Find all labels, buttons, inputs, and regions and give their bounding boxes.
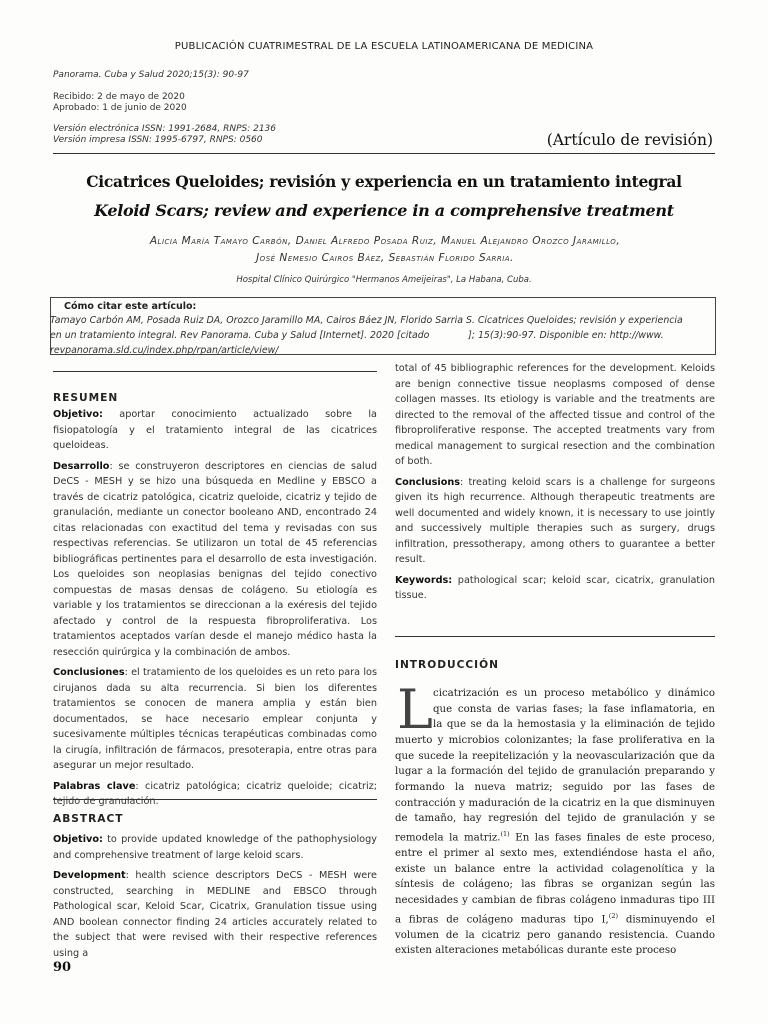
intro-divider (395, 636, 715, 637)
authors (40, 233, 730, 267)
abstract-objective: Objetivo: to provide updated knowledge of the pathophysiology and comprehensive treatment of large keloid scars. (53, 834, 377, 861)
resumen-conclusiones: Conclusiones: el tratamiento de los queloides es un reto para los cirujanos dada su alta recurrencia. Si bien los diferentes tratamientos se conocen de manera amplia y están bien documentados, se hace necesario emplear conjunta y sucesivamente múltiples técnicas terapéuticas combinadas como la cirugía, infiltración de fármacos, presoterapia, entre otras para asegurar un mejor resultado. (53, 667, 377, 771)
intro-lead-line-2: que consta de varias fases; la fase inflamatoria, en (433, 703, 715, 715)
resumen-objetivo: Objetivo: aportar conocimiento actualizado sobre la fisiopatología y el tratamiento integral de las cicatrices queloideas. (53, 409, 377, 451)
abstract-body (53, 832, 377, 966)
intro-lead-line-1: cicatrización es un proceso metabólico y dinámico (433, 688, 715, 699)
intro-lead (433, 686, 715, 733)
citation-text (50, 313, 718, 358)
reference-2: (2) (608, 911, 618, 920)
resumen-title: RESUMEN (53, 392, 119, 404)
intro-lead-line-3: la que se da la hemostasia y la eliminación de tejido (433, 719, 715, 731)
issn-print: Versión impresa ISSN: 1995-6797, RNPS: 0560 (53, 135, 263, 145)
article-type: (Artículo de revisión) (546, 131, 713, 149)
abstract-development: Development: health science descriptors DeCS - MESH were constructed, searching in MEDLINE and EBSCO through Pathological scar, Keloid Scar, Cicatrix, Granulation tissue using AND boolean connector finding 24 articles accurately related to the subject that were revised with their respective references using a (53, 870, 377, 959)
abstract-divider (53, 799, 377, 800)
title-spanish: Cicatrices Queloides; revisión y experiencia en un tratamiento integral (86, 172, 682, 191)
approved-date: Aprobado: 1 de junio de 2020 (53, 103, 187, 113)
citation-line-2: en un tratamiento integral. Rev Panorama. Cuba y Salud [Internet]. 2020 [citado ]; 15(3):90-97. Disponible en: http://www. (50, 330, 664, 341)
intro-body: muerto y microbios colonizantes; la fase proliferativa en la que sucede la reepitelización y la neovascularización que da lugar a la formación del tejido de granulación preparando y formando la nueva matriz; seguido por las fases de contracción y maduración de la cicatriz en la que disminuyen de tamaño, hay regresión del tejido de granulación y se remodela la matriz.$^{(1)}$ En las fases finales de este proceso, entre el primer al sexto mes, extendiéndose hasta el año, existe un balance entre la actividad colagenolítica y la síntesis de colágeno; las fibras se organizan según las necesidades y cambian de fibras colágeno inmaduras tipo III a fibras de colágeno maduras tipo I,$^{(2)}$ disminuyendo el volumen de la cicatriz pero ganando resistencia. Cuando existen alteraciones metabólicas durante este proceso (395, 735, 715, 957)
resumen-body (53, 407, 377, 815)
reference-1: (1) (500, 829, 510, 838)
abstract-title: ABSTRACT (53, 813, 124, 825)
citation-line-1: Tamayo Carbón AM, Posada Ruiz DA, Orozco Jaramillo MA, Cairos Báez JN, Florido Sarria S. Cicatrices Queloides; revisión y experiencia (50, 315, 683, 326)
header-divider (53, 153, 715, 154)
issn-electronic: Versión electrónica ISSN: 1991-2684, RNPS: 2136 (53, 124, 277, 134)
authors-line-1: Alicia María Tamayo Carbón, Daniel Alfredo Posada Ruiz, Manuel Alejandro Orozco Jaramillo, (149, 235, 621, 247)
abstract-conclusions: Conclusions: treating keloid scars is a challenge for surgeons given its high recurrence. Although therapeutic treatments are well documented and widely known, it is necessary to use jointly and successively multiple therapies such as surgery, drugs infiltration, pressotherapy, among others to guarantee a better result. (395, 476, 715, 565)
abstract-continued (395, 361, 715, 609)
page-number: 90 (53, 960, 72, 975)
intro-title: INTRODUCCIÓN (395, 659, 499, 671)
resumen-palabras-clave: Palabras clave: cicatriz patológica; cicatriz queloide; cicatriz; tejido de granulación. (53, 780, 378, 807)
abstract-keywords: Keywords: pathological scar; keloid scar, cicatrix, granulation tissue. (395, 574, 715, 601)
abstract-development-continued: total of 45 bibliographic references for the development. Keloids are benign connective tissue neoplasms composed of dense collagen masses. Its etiology is variable and the treatments are directed to the removal of the affected tissue and control of the fibroproliferative response. The accepted treatments vary from medical management to surgical resection and the combination of both. (395, 363, 715, 467)
received-date: Recibido: 2 de mayo de 2020 (53, 92, 185, 102)
citation-line-3: revpanorama.sld.cu/index.php/rpan/article/view/ (50, 345, 279, 356)
resumen-divider (53, 371, 377, 372)
journal-citation: Panorama. Cuba y Salud 2020;15(3): 90-97 (53, 70, 249, 80)
citation-heading: Cómo citar este artículo: (64, 301, 197, 312)
title-english: Keloid Scars; review and experience in a comprehensive treatment (94, 201, 674, 220)
affiliation: Hospital Clínico Quirúrgico "Hermanos Ameijeiras", La Habana, Cuba. (236, 275, 532, 285)
journal-header: PUBLICACIÓN CUATRIMESTRAL DE LA ESCUELA LATINOAMERICANA DE MEDICINA (174, 41, 594, 52)
resumen-desarrollo: Desarrollo: se construyeron descriptores en ciencias de salud DeCS - MESH y se hizo una búsqueda en Medline y EBSCO a través de cicatriz patológica, cicatriz queloide, cicatriz y tejido de granulación, mediante un conector booleano AND, encontrado 24 citas relacionadas con exactitud del tema y revisadas con sus respectivas referencias. Se utilizaron un total de 45 referencias bibliográficas pertinentes para el desarrollo de esta investigación. Los queloides son neoplasias benignas del tejido conectivo compuestas de masas densas de colágeno. Su etiología es variable y los tratamientos se direccionan a la exéresis del tejido afectado y control de la respuesta fibroproliferativa. Los tratamientos aceptados varían desde el manejo médico hasta la resección quirúrgica y la combinación de ambos. (53, 460, 377, 658)
drop-cap-letter: L (397, 678, 433, 741)
authors-line-2: José Nemesio Cairos Báez, Sebastián Florido Sarria. (256, 252, 514, 264)
